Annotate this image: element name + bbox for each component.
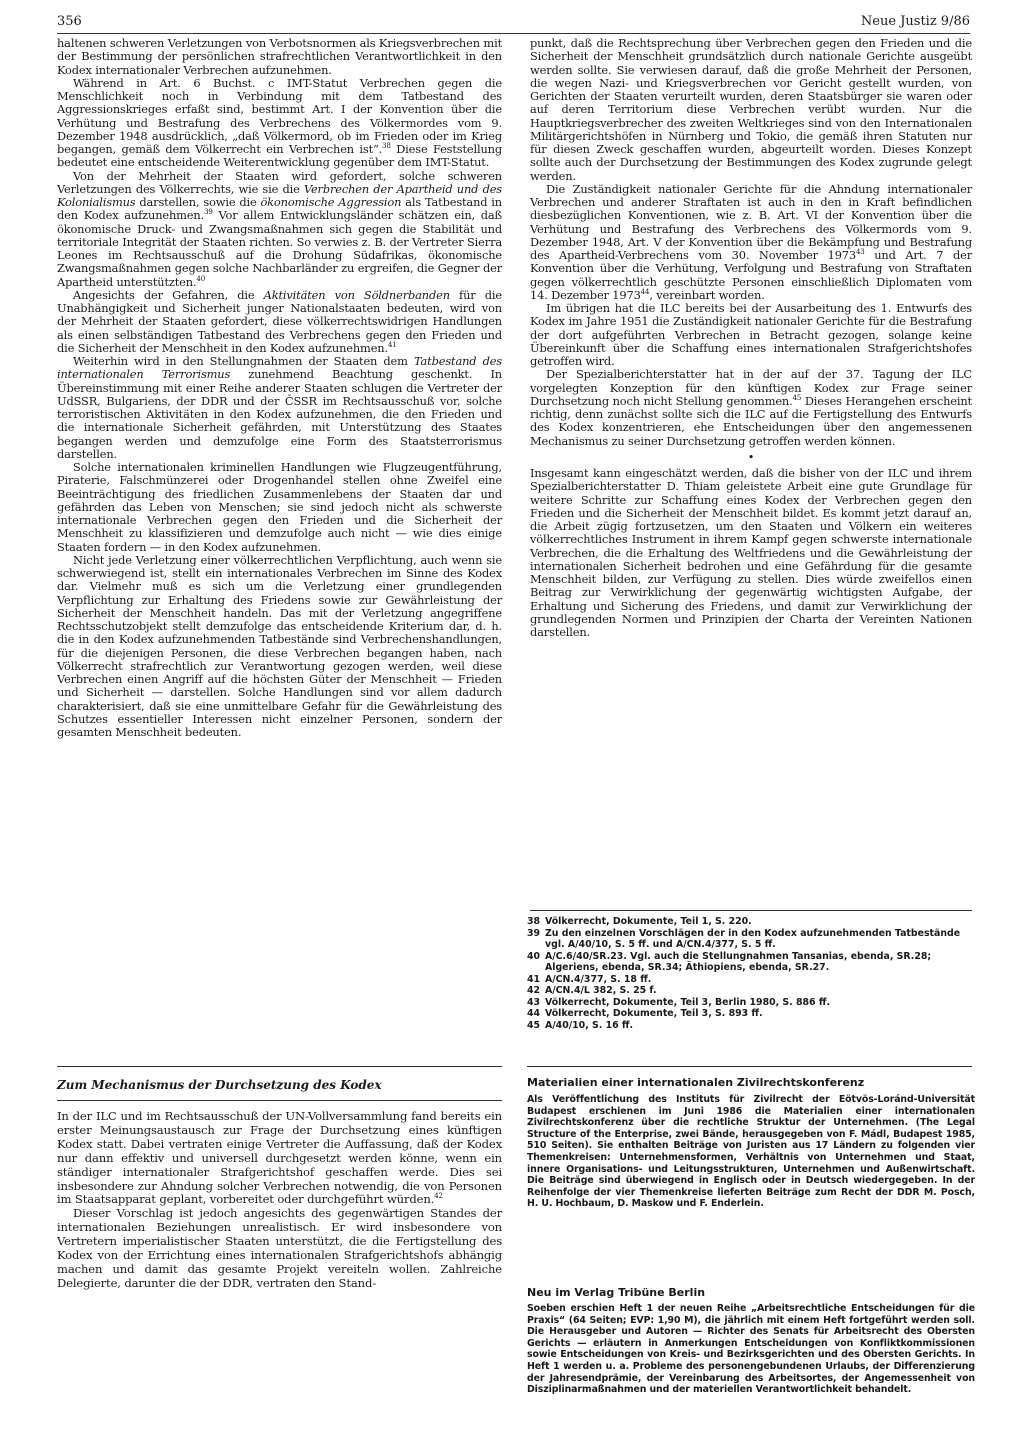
section-separator: •: [747, 450, 755, 464]
footnote-item: 42 A/CN.4/L 382, S. 25 f.: [527, 985, 657, 996]
paragraph: Solche internationalen kriminellen Handlungen wie Flugzeugentführung, Piraterie, Falschmünzerei oder Drogenhandel stellen ohne Zweifel eine Beeinträchtigung des friedlichen Zusammenlebens der Staaten dar und gefährden das Leben von Menschen; sie sind jedoch nicht als schwerste internationale Verbrechen gegen den Frieden und die Sicherheit der Menschheit zu klassifizieren und demzufolge auch nicht — wie dies einige Staaten fordern — in den Kodex aufzunehmen.: [57, 460, 502, 554]
footnote-ref[interactable]: 40: [196, 274, 206, 283]
paragraph: Die Zuständigkeit nationaler Gerichte für die Ahndung internationaler Verbrechen und anderer Straftaten ist auch in den in Kraft befindlichen diesbezüglichen Konventionen, wie z. B. Art. VI der Konvention über die Verhütung und Bestrafung des Verbrechens des Völkermords vom 9. Dezember 1948, Art. V der Konvention über die Bekämpfung und Bestrafung des Apartheid-Verbrechens vom 30. November 1973$^{43}$ und Art. 7 der Konvention über die Verhütung, Verfolgung und Bestrafung von Straftaten gegen völkerrechtlich geschützte Personen einschließlich Diplomaten vom 14. Dezember 1973$^{44}$, vereinbart worden.: [530, 181, 972, 302]
paragraph: Von der Mehrheit der Staaten wird gefordert, solche schweren Verletzungen des Völkerrechts, wie sie die Verbrechen der Apartheid und des Kolonialismus darstellen, sowie die ökonomische Aggression als Tatbestand in den Kodex aufzunehmen.$^{39}$ Vor allem Entwicklungsländer schätzen ein, daß ökonomische Druck- und Zwangsmaßnahmen sich gegen die Stabilität und territoriale Integrität der Staaten richten. So verwies z. B. der Vertreter Sierra Leones im Rechtsausschuß auf die Drohung Südafrikas, ökonomische Zwangsmaßnahmen gegen solche Nachbarländer zu ergreifen, die Gegner der Apartheid unterstützten.$^{40}$: [57, 168, 503, 289]
footnote-ref[interactable]: 44: [640, 287, 650, 296]
footnote-item: 45 A/40/10, S. 16 ff.: [527, 1019, 634, 1031]
paragraph: punkt, daß die Rechtsprechung über Verbrechen gegen den Frieden und die Sicherheit der Menschheit grundsätzlich durch nationale Gerichte ausgeübt werden sollte. Sie verwiesen darauf, daß die große Mehrheit der Personen, die wegen Nazi- und Kriegsverbrechen vor Gericht gestellt wurden, von Gerichten der Staaten verurteilt wurden, deren Staatsbürger sie waren oder auf deren Territorium diese Verbrechen verübt wurden. Nur die Hauptkriegsverbrecher des zweiten Weltkrieges sind von den Internationalen Militärgerichtshöfen in Nürnberg und Tokio, die gemäß ihren Statuten nur für diesen Zweck geschaffen wurden, abgeurteilt worden. Dieses Konzept sollte auch der Durchsetzung der Bestimmungen des Kodex zugrunde gelegt werden.: [530, 36, 972, 183]
paragraph: Insgesamt kann eingeschätzt werden, daß die bisher von der ILC und ihrem Spezialberichterstatter D. Thiam geleistete Arbeit eine gute Grundlage für weitere Schritte zur Schaffung eines Kodex der Verbrechen gegen den Frieden und die Sicherheit der Menschheit bildet. Es kommt jetzt darauf an, die Arbeit zügig fortzusetzen, um den Staaten und Völkern ein weiteres völkerrechtliches Instrument in ihrem Kampf gegen schwerste internationale Verbrechen, die die Erhaltung des Weltfriedens und die Gewährleistung der internationalen Sicherheit bedrohen und eine Gefährdung für die gesamte Menschheit bilden, zur Verfügung zu stellen. Dies würde zweifellos einen Beitrag zur Verwirklichung der gegenwärtig wichtigsten Aufgabe, der Erhaltung und Sicherung des Friedens, und damit zur Verwirklichung der grundlegenden Normen und Prinzipien der Charta der Vereinten Nationen darstellen.: [530, 466, 972, 639]
paragraph: Im übrigen hat die ILC bereits bei der Ausarbeitung des 1. Entwurfs des Kodex im Jahre 1951 die Zuständigkeit nationaler Gerichte für die Bestrafung der dort aufgeführten Verbrechen in Betracht gezogen, solange keine Übereinkunft über die Schaffung eines internationalen Strafgerichtshofes getroffen wird.: [530, 301, 972, 368]
heading-rule: [57, 1100, 502, 1101]
paragraph: In der ILC und im Rechtsausschuß der UN-Vollversammlung fand bereits ein erster Meinungsaustausch zur Frage der Durchsetzung eines künftigen Kodex statt. Dabei vertraten einige Vertreter die Auffassung, daß der Kodex nur dann effektiv und universell durchgesetzt werden könne, wenn ein ständiger internationaler Strafgerichtshof geschaffen werde. Dies sei insbesondere zur Ahndung solcher Verbrechen notwendig, die von Personen im Staatsapparat geplant, vorbereitet oder durchgeführt würden.$^{42}$: [57, 1109, 502, 1207]
footnote-ref[interactable]: 39: [204, 208, 213, 217]
sidebar-divider: [527, 1066, 972, 1067]
sidebar-text: Soeben erschien Heft 1 der neuen Reihe „Arbeitsrechtliche Entscheidungen für die Praxis“ (64 Seiten; EVP: 1,90 M), die jährlich mit einem Heft fortgeführt werden soll. Die Herausgeber und Autoren — Richter des Senats für Arbeitsrecht des Obersten Gerichts — erläutern in Anmerkungen Entscheidungen von Konfliktkommissionen sowie Entscheidungen von Kreis- und Bezirksgerichten und des Obersten Gerichts. In Heft 1 werden u. a. Probleme des personengebundenen Urlaubs, der Differenzierung der Jahresendprämie, der Vereinbarung des Arbeitsortes, der Angemessenheit von Disziplinarmaßnahmen und der materiellen Verantwortlichkeit behandelt.: [527, 1303, 975, 1396]
paragraph: haltenen schweren Verletzungen von Verbotsnormen als Kriegsverbrechen mit der Bestimmung der persönlichen strafrechtlichen Verantwortlichkeit in den Kodex internationaler Verbrechen aufzunehmen.: [57, 36, 502, 77]
footnote-ref[interactable]: 42: [434, 1192, 443, 1201]
footnote-item: 38 Völkerrecht, Dokumente, Teil 1, S. 220.: [527, 916, 752, 927]
footnote-item: 40 A/C.6/40/SR.23. Vgl. auch die Stellungnahmen Tansanias, ebenda, SR.28; Algeriens, ebenda, SR.34; Äthiopiens, ebenda, SR.27.: [527, 950, 932, 973]
footnote-rule: [530, 910, 972, 911]
paragraph: Angesichts der Gefahren, die Aktivitäten von Söldnerbanden für die Unabhängigkeit und Sicherheit junger Nationalstaaten bedeuten, wird von der Mehrheit der Staaten gefordert, diese völkerrechtswidrigen Handlungen als einen selbständigen Tatbestand des Verbrechens gegen den Frieden und die Sicherheit der Menschheit in den Kodex aufzunehmen.$^{41}$: [57, 287, 502, 355]
section-divider: [57, 1066, 502, 1067]
paragraph: Nicht jede Verletzung einer völkerrechtlichen Verpflichtung, auch wenn sie schwerwiegend ist, stellt ein internationales Verbrechen im Sinne des Kodex dar. Vielmehr muß es sich um die Verletzung einer grundlegenden Verpflichtung zur Erhaltung des Friedens sowie zur Gewährleistung der Sicherheit der Menschheit handeln. Das mit der Verletzung angegriffene Rechtsschutzobjekt stellt demzufolge das entscheidende Kriterium dar, d. h. die in den Kodex aufzunehmenden Tatbestände sind Verbrechenshandlungen, für die diejenigen Personen, die diese Verbrechen begangen haben, nach Völkerrecht strafrechtlich zur Verantwortung gezogen werden, weil diese Verbrechen einen Angriff auf die höchsten Güter der Menschheit — Frieden und Sicherheit — darstellen. Solche Handlungen sind vor allem dadurch charakterisiert, daß sie eine unmittelbare Gefahr für die Gewährleistung des Schutzes essentieller Interessen nicht einzelner Personen, sondern der gesamten Menschheit bedeuten.: [57, 552, 502, 739]
sidebar-heading: Neu im Verlag Tribüne Berlin: [527, 1286, 706, 1299]
header-rule: [57, 33, 970, 34]
sidebar-text: Als Veröffentlichung des Instituts für Zivilrecht der Eötvös-Loránd-Universität Budapest erschienen im Juni 1986 die Materialien einer internationalen Zivilrechtskonferenz über die rechtliche Struktur der Unternehmen. (The Legal Structure of the Enterprise, zwei Bände, herausgegeben von F. Mádl, Budapest 1985, 510 Seiten). Sie enthalten Beiträge von Juristen aus 17 Ländern zu folgenden vier Themenkreisen: Unternehmensformen, Verhältnis von Unternehmen und Staat, innere Organisations- und Leitungsstrukturen, Unternehmen und Außenwirtschaft. Die Beiträge sind überwiegend in Englisch oder in Deutsch wiedergegeben. In der Reihenfolge der vier Themenkreise lieferten Beiträge zum Recht der DDR M. Posch, H. U. Hochbaum, D. Maskow und F. Enderlein.: [527, 1094, 975, 1210]
footnote-ref[interactable]: 41: [387, 340, 397, 349]
journal-header: Neue Justiz 9/86: [860, 14, 970, 29]
section-heading: Zum Mechanismus der Durchsetzung des Kodex: [57, 1078, 382, 1092]
paragraph: Der Spezialberichterstatter hat in der auf der 37. Tagung der ILC vorgelegten Konzeption für den künftigen Kodex zur Frage seiner Durchsetzung noch nicht Stellung genommen.$^{45}$ Dieses Herangehen erscheint richtig, denn zunächst sollte sich die ILC auf die Fertigstellung des Entwurfs des Kodex konzentrieren, ehe Entscheidungen über den angemessenen Mechanismus zu seiner Durchsetzung getroffen werden können.: [530, 367, 972, 448]
footnote-item: 39 Zu den einzelnen Vorschlägen der in den Kodex aufzunehmenden Tatbestände vgl. A/40/10, S. 5 ff. und A/CN.4/377, S. 5 ff.: [527, 927, 961, 950]
right-column: [530, 37, 972, 639]
section-body: [57, 1110, 502, 1291]
paragraph: Während in Art. 6 Buchst. c IMT-Statut Verbrechen gegen die Menschlichkeit noch in Verbindung mit dem Tatbestand des Aggressionskrieges erfaßt sind, bestimmt Art. I der Konvention über die Verhütung und Bestrafung des Verbrechens des Völkermordes vom 9. Dezember 1948 ausdrücklich, „daß Völkermord, ob im Frieden oder im Krieg begangen, gemäß dem Völkerrecht ein Verbrechen ist“.$^{38}$ Diese Feststellung bedeutet eine entscheidende Weiterentwicklung gegenüber dem IMT-Statut.: [57, 75, 503, 170]
paragraph: Weiterhin wird in den Stellungnahmen der Staaten dem Tatbestand des internationalen Terrorismus zunehmend Beachtung geschenkt. In Übereinstimmung mit einer Reihe anderer Staaten schlugen die Vertreter der UdSSR, Bulgariens, der DDR und der ČSSR im Rechtsausschuß vor, solche terroristischen Aktivitäten in den Kodex aufzunehmen, die den Frieden und die internationale Sicherheit gefährden, mit Unterstützung des Staates begangen werden und demzufolge eine Form des Staatsterrorismus darstellen.: [57, 354, 503, 461]
footnote-ref[interactable]: 38: [382, 142, 391, 151]
footnote-item: 43 Völkerrecht, Dokumente, Teil 3, Berlin 1980, S. 886 ff.: [527, 996, 831, 1008]
footnote-ref[interactable]: 43: [856, 248, 865, 257]
paragraph: Dieser Vorschlag ist jedoch angesichts des gegenwärtigen Standes der internationalen Beziehungen unrealistisch. Er wird insbesondere von Vertretern imperialistischer Staaten unterstützt, die die Fertigstellung des Kodex von der Errichtung eines internationalen Strafgerichtshofs abhängig machen und damit das gesamte Projekt vereiteln wollen. Zahlreiche Delegierte, darunter die der DDR, vertraten den Stand-: [57, 1206, 502, 1290]
footnote-item: 41 A/CN.4/377, S. 18 ff.: [527, 973, 652, 985]
page-number: 356: [57, 14, 82, 29]
left-column: [57, 37, 502, 739]
footnote-ref[interactable]: 45: [792, 393, 802, 402]
footnotes: [527, 916, 975, 1031]
sidebar-heading: Materialien einer internationalen Zivilrechtskonferenz: [527, 1076, 865, 1089]
footnote-item: 44 Völkerrecht, Dokumente, Teil 3, S. 893 ff.: [527, 1008, 763, 1019]
